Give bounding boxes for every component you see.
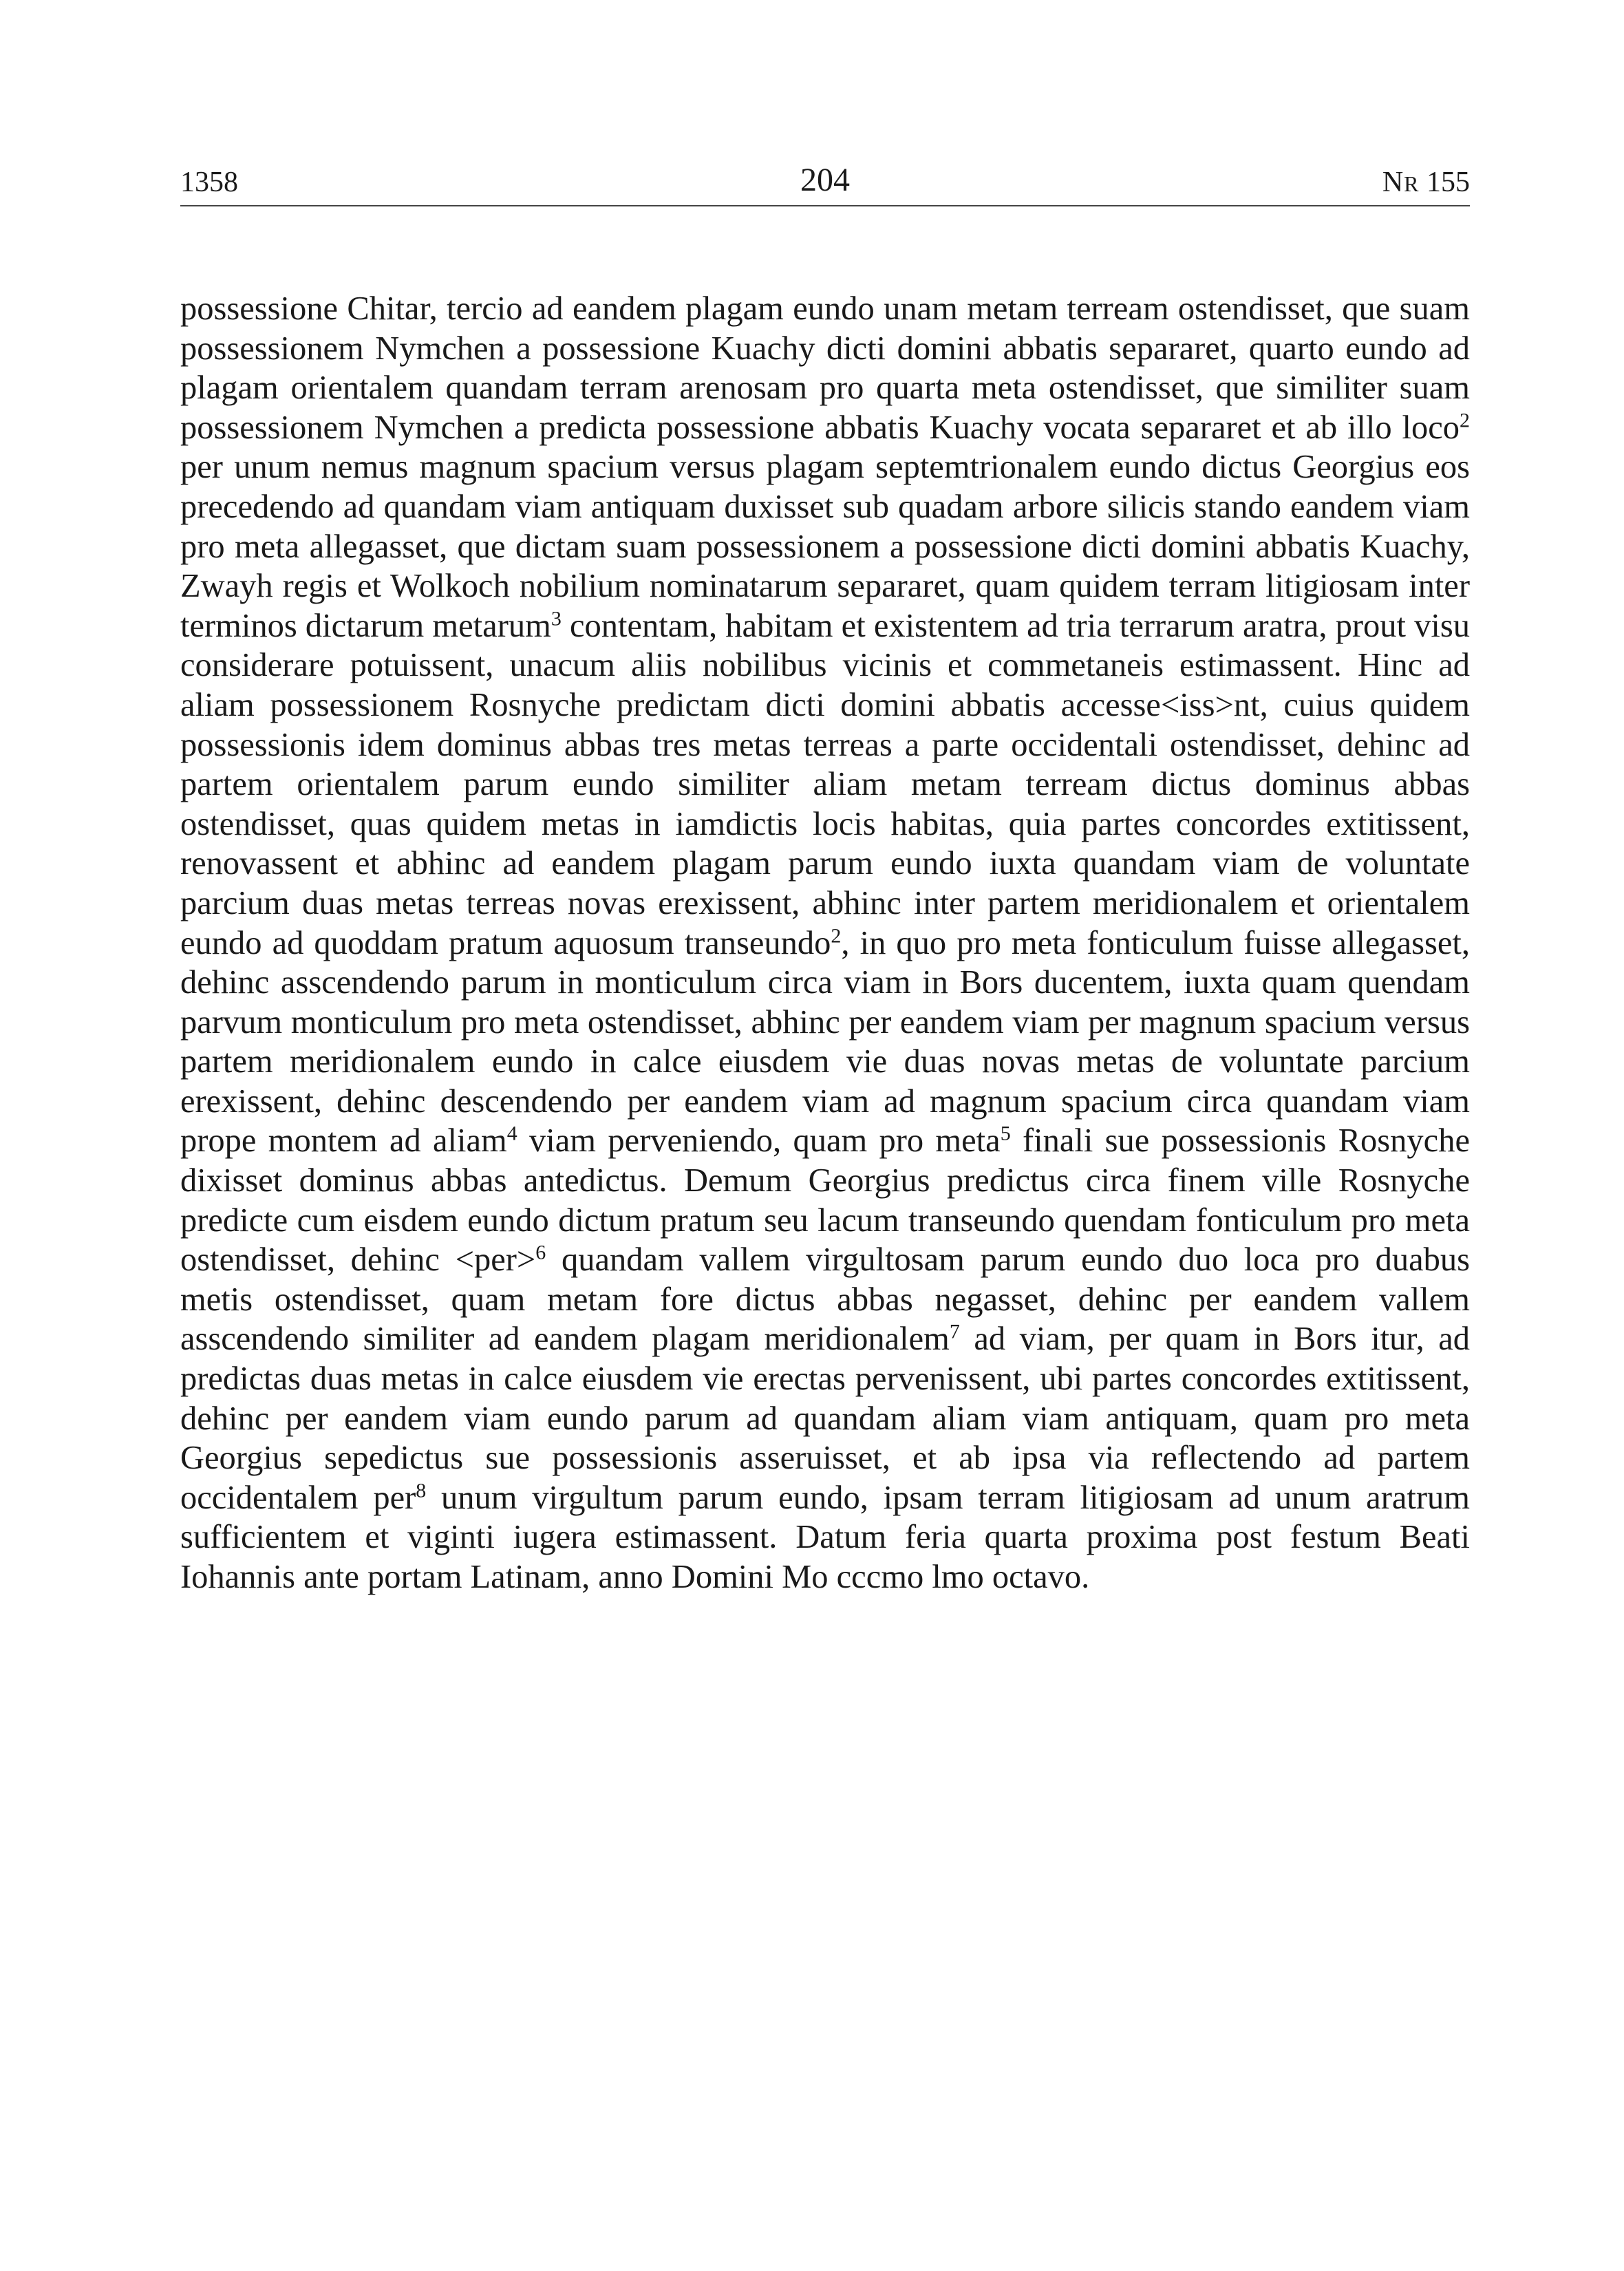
- footnote-ref: 3: [551, 607, 562, 630]
- doc-prefix-small-caps: R: [1404, 171, 1420, 196]
- footnote-ref: 6: [535, 1241, 546, 1264]
- text-segment: quandam vallem virgultosam parum eundo duo loca pro duabus metis ostendisset, quam metam fore dictus abbas negasset, dehinc per eandem vallem asscendendo similiter ad eandem plagam meridionalem: [180, 1241, 1471, 1358]
- text-segment: unum virgultum parum eundo, ipsam terram litigiosam ad unum aratrum sufficientem et viginti iugera estimassent. Datum feria quarta proxima post festum Beati Iohannis ante portam Latinam, anno Domini Mo cccmo lmo octavo.: [180, 1479, 1470, 1595]
- text-segment: , in quo pro meta fonticulum fuisse allegasset, dehinc asscendendo parum in monticulum circa viam in Bors ducentem, iuxta quam quendam parvum monticulum pro meta ostendisset, abhinc per eandem viam per magnum spacium versus partem meridionalem eundo in calce eiusdem vie duas novas metas de voluntate parcium erexissent, dehinc descendendo per eandem viam ad magnum spacium circa quandam viam prope montem ad aliam: [180, 924, 1470, 1160]
- text-segment: finali sue possessionis Rosnyche dixisset dominus abbas antedictus. Demum Georgius predictus circa finem ville Rosnyche predicte cum eisdem eundo dictum pratum seu lacum transeundo quendam fonticulum pro meta ostendisset, dehinc <per>: [180, 1122, 1470, 1279]
- header-page-number: 204: [800, 162, 850, 198]
- footnote-ref: 2: [831, 924, 842, 947]
- charter-text: [180, 289, 1470, 1597]
- doc-prefix-initial: N: [1382, 167, 1404, 198]
- text-segment: viam perveniendo, quam pro meta: [517, 1122, 1001, 1160]
- header-year: 1358: [180, 167, 238, 198]
- text-segment: possessione Chitar, tercio ad eandem plagam eundo unam metam terream ostendisset, que suam possessionem Nymchen a possessione Kuachy dicti domini abbatis separaret, quarto eundo ad plagam orientalem quandam terram arenosam pro quarta meta ostendisset, que similiter suam possessionem Nymchen a predicta possessione abbatis Kuachy vocata separaret et ab illo loco: [180, 290, 1470, 446]
- text-segment: per unum nemus magnum spacium versus plagam septemtrionalem eundo dictus Georgius eos precedendo ad quandam viam antiquam duxisset sub quadam arbore silicis stando eandem viam pro meta allegasset, que dictam suam possessionem a possessione dicti domini abbatis Kuachy, Zwayh regis et Wolkoch nobilium nominatarum separaret, quam quidem terram litigiosam inter terminos dictarum metarum: [180, 449, 1470, 644]
- doc-number: 155: [1419, 167, 1470, 198]
- running-header: [180, 157, 1470, 206]
- text-segment: ad viam, per quam in Bors itur, ad predictas duas metas in calce eiusdem vie erectas pervenissent, ubi partes concordes extitissent, dehinc per eandem viam eundo parum ad quandam aliam viam antiquam, quam pro meta Georgius sepedictus sue possessionis asseruisset, et ab ipsa via reflectendo ad partem occidentalem per: [180, 1321, 1471, 1516]
- text-segment: contentam, habitam et existentem ad tria terrarum aratra, prout visu considerare potuissent, unacum aliis nobilibus vicinis et commetaneis estimassent. Hinc ad aliam possessionem Rosnyche predictam dicti domini abbatis accesse<iss>nt, cuius quidem possessionis idem dominus abbas tres metas terreas a parte occidentali ostendisset, dehinc ad partem orientalem parum eundo similiter aliam metam terream dictus dominus abbas ostendisset, quas quidem metas in iamdictis locis habitas, quia partes concordes extitissent, renovassent et abhinc ad eandem plagam parum eundo iuxta quandam viam de voluntate parcium duas metas terreas novas erexissent, abhinc inter partem meridionalem et orientalem eundo ad quoddam pratum aquosum transeundo: [180, 607, 1471, 961]
- footnote-ref: 7: [949, 1320, 960, 1343]
- footnote-ref: 8: [416, 1479, 427, 1502]
- footnote-ref: 2: [1460, 409, 1470, 432]
- footnote-ref: 5: [1000, 1122, 1011, 1145]
- header-document-number: [1382, 168, 1470, 197]
- footnote-ref: 4: [506, 1122, 517, 1145]
